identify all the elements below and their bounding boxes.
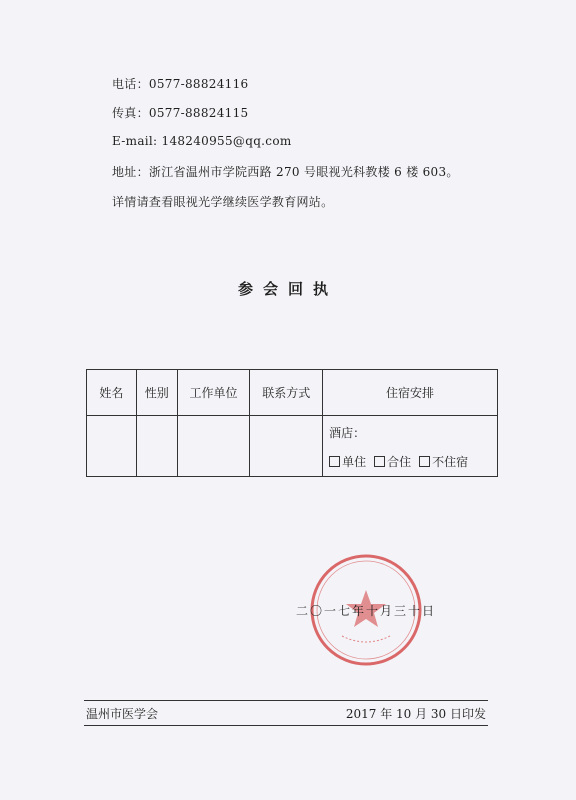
contact-cell[interactable] [250,416,323,477]
header-contact: 联系方式 [250,370,323,416]
checkbox-icon[interactable] [419,456,430,467]
name-cell[interactable] [87,416,137,477]
reply-form-title: 参会回执 [237,280,338,298]
checkbox-icon[interactable] [329,456,340,467]
issue-date: 二〇一七年十月三十日 [296,604,437,618]
more-info-line: 详情请查看眼视光学继续医学教育网站。 [112,195,334,209]
header-name: 姓名 [87,370,137,416]
accommodation-options [329,453,497,470]
option-shared-label: 合住 [387,455,412,469]
fax-line: 传真：0577-88824115 [112,106,249,120]
gender-cell[interactable] [136,416,177,477]
header-work-unit: 工作单位 [177,370,250,416]
print-date: 2017 年 10 月 30 日印发 [345,707,486,721]
header-gender: 性别 [136,370,177,416]
option-shared[interactable] [374,453,411,470]
option-single[interactable] [329,453,366,470]
table-header-row [87,370,498,416]
footer-bar [84,700,488,726]
option-no-stay-label: 不住宿 [432,455,469,469]
option-single-label: 单住 [342,455,367,469]
address-line: 地址：浙江省温州市学院西路 270 号眼视光科教楼 6 楼 603。 [112,165,459,179]
table-row [87,416,498,477]
checkbox-icon[interactable] [374,456,385,467]
email-line: E-mail: 148240955@qq.com [112,134,292,148]
accommodation-cell [323,416,498,477]
header-accommodation: 住宿安排 [323,370,498,416]
option-no-stay[interactable] [419,453,468,470]
issuer-name: 温州市医学会 [86,707,159,721]
work-unit-cell[interactable] [177,416,250,477]
hotel-label: 酒店： [329,426,366,440]
reply-form-table [86,369,498,477]
phone-line: 电话：0577-88824116 [112,77,249,91]
